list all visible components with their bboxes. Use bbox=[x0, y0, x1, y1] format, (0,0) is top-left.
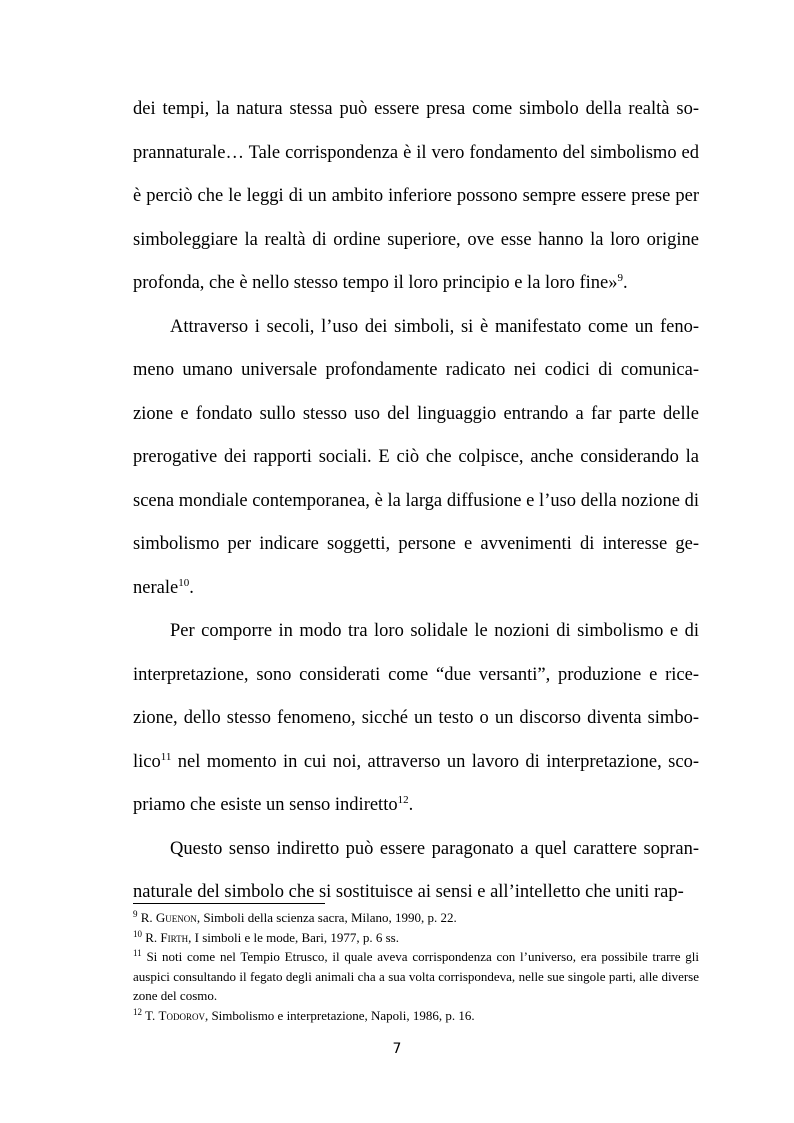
footnote-author-surname: Todorov bbox=[158, 1007, 205, 1023]
footnote-10 bbox=[133, 928, 699, 948]
paragraph-3-text-b: nel momento in cui noi, attraverso un lavoro di interpretazione, scopriamo che esiste un senso indiretto bbox=[133, 751, 699, 815]
main-text bbox=[133, 88, 699, 915]
footnote-author-initial: T. bbox=[145, 1007, 156, 1023]
footnote-separator bbox=[133, 903, 325, 904]
paragraph-2-tail: . bbox=[189, 577, 194, 598]
footnote-ref-10: 10 bbox=[178, 576, 190, 589]
paragraph-3 bbox=[133, 610, 699, 828]
footnote-number: 10 bbox=[133, 928, 142, 939]
paragraph-1-text: dei tempi, la natura stessa può essere presa come simbolo della realtà soprannaturale… Tale corrispondenza è il vero fondamento del simbolismo ed è perciò che le leggi di un ambito inferiore possono sempre essere prese per simboleggiare la realtà di ordine superiore, ove esse hanno la loro origine profonda, che è nello stesso tempo il loro principio e la loro fine» bbox=[133, 99, 699, 293]
footnote-9 bbox=[133, 908, 699, 928]
paragraph-1 bbox=[133, 88, 699, 306]
paragraph-3-tail: . bbox=[408, 795, 414, 815]
footnote-11 bbox=[133, 947, 699, 1006]
paragraph-4 bbox=[133, 828, 699, 915]
footnote-text: , Simboli della scienza sacra, Milano, 1990, p. 22. bbox=[196, 910, 457, 925]
paragraph-2-text: Attraverso i secoli, l’uso dei simboli, si è manifestato come un fenomeno umano universale profondamente radicato nei codici di comunicazione e fondato sullo stesso uso del linguaggio entrando a far parte delle prerogative dei rapporti sociali. E ciò che colpisce, anche considerando la scena mondiale contemporanea, è la larga diffusione e l’uso della nozione di simbolismo per indicare soggetti, persone e avvenimenti di interesse generale bbox=[133, 316, 699, 598]
footnote-number: 9 bbox=[133, 909, 138, 919]
footnote-author-initial: R. bbox=[140, 910, 153, 925]
footnote-author-initial: R. bbox=[145, 929, 158, 945]
paragraph-1-tail: . bbox=[622, 273, 628, 293]
footnote-number: 11 bbox=[133, 948, 142, 958]
footnotes bbox=[133, 908, 699, 1025]
footnote-ref-11: 11 bbox=[160, 750, 172, 763]
footnote-12 bbox=[133, 1006, 699, 1026]
footnote-text: , Simbolismo e interpretazione, Napoli, 1986, p. 16. bbox=[204, 1007, 475, 1023]
footnote-ref-12: 12 bbox=[397, 794, 409, 806]
footnote-number: 12 bbox=[133, 1006, 142, 1017]
footnote-ref-9: 9 bbox=[617, 272, 623, 284]
footnote-text: Si noti come nel Tempio Etrusco, il quale aveva corrispondenza con l’universo, era possibile trarre gli auspici consultando il fegato degli animali cha a sua volta corrispondeva, nelle sue singole parti, alle diverse zone del cosmo. bbox=[133, 949, 699, 1003]
footnote-text: , I simboli e le mode, Bari, 1977, p. 6 ss. bbox=[188, 929, 399, 945]
paragraph-2 bbox=[133, 306, 699, 611]
footnote-author-surname: Guenon bbox=[155, 910, 197, 925]
footnote-author-surname: Firth bbox=[160, 929, 189, 945]
page-number: 7 bbox=[392, 1041, 402, 1057]
paragraph-3-text-a: Per comporre in modo tra loro solidale le nozioni di simbolismo e di interpretazione, sono considerati come “due versanti”, produzione e ricezione, dello stesso fenomeno, sicché un testo o un discorso diventa simbolico bbox=[133, 621, 699, 772]
paragraph-4-text: Questo senso indiretto può essere paragonato a quel carattere soprannaturale del simbolo che si sostituisce ai sensi e all’intelletto che uniti rap- bbox=[133, 838, 699, 902]
